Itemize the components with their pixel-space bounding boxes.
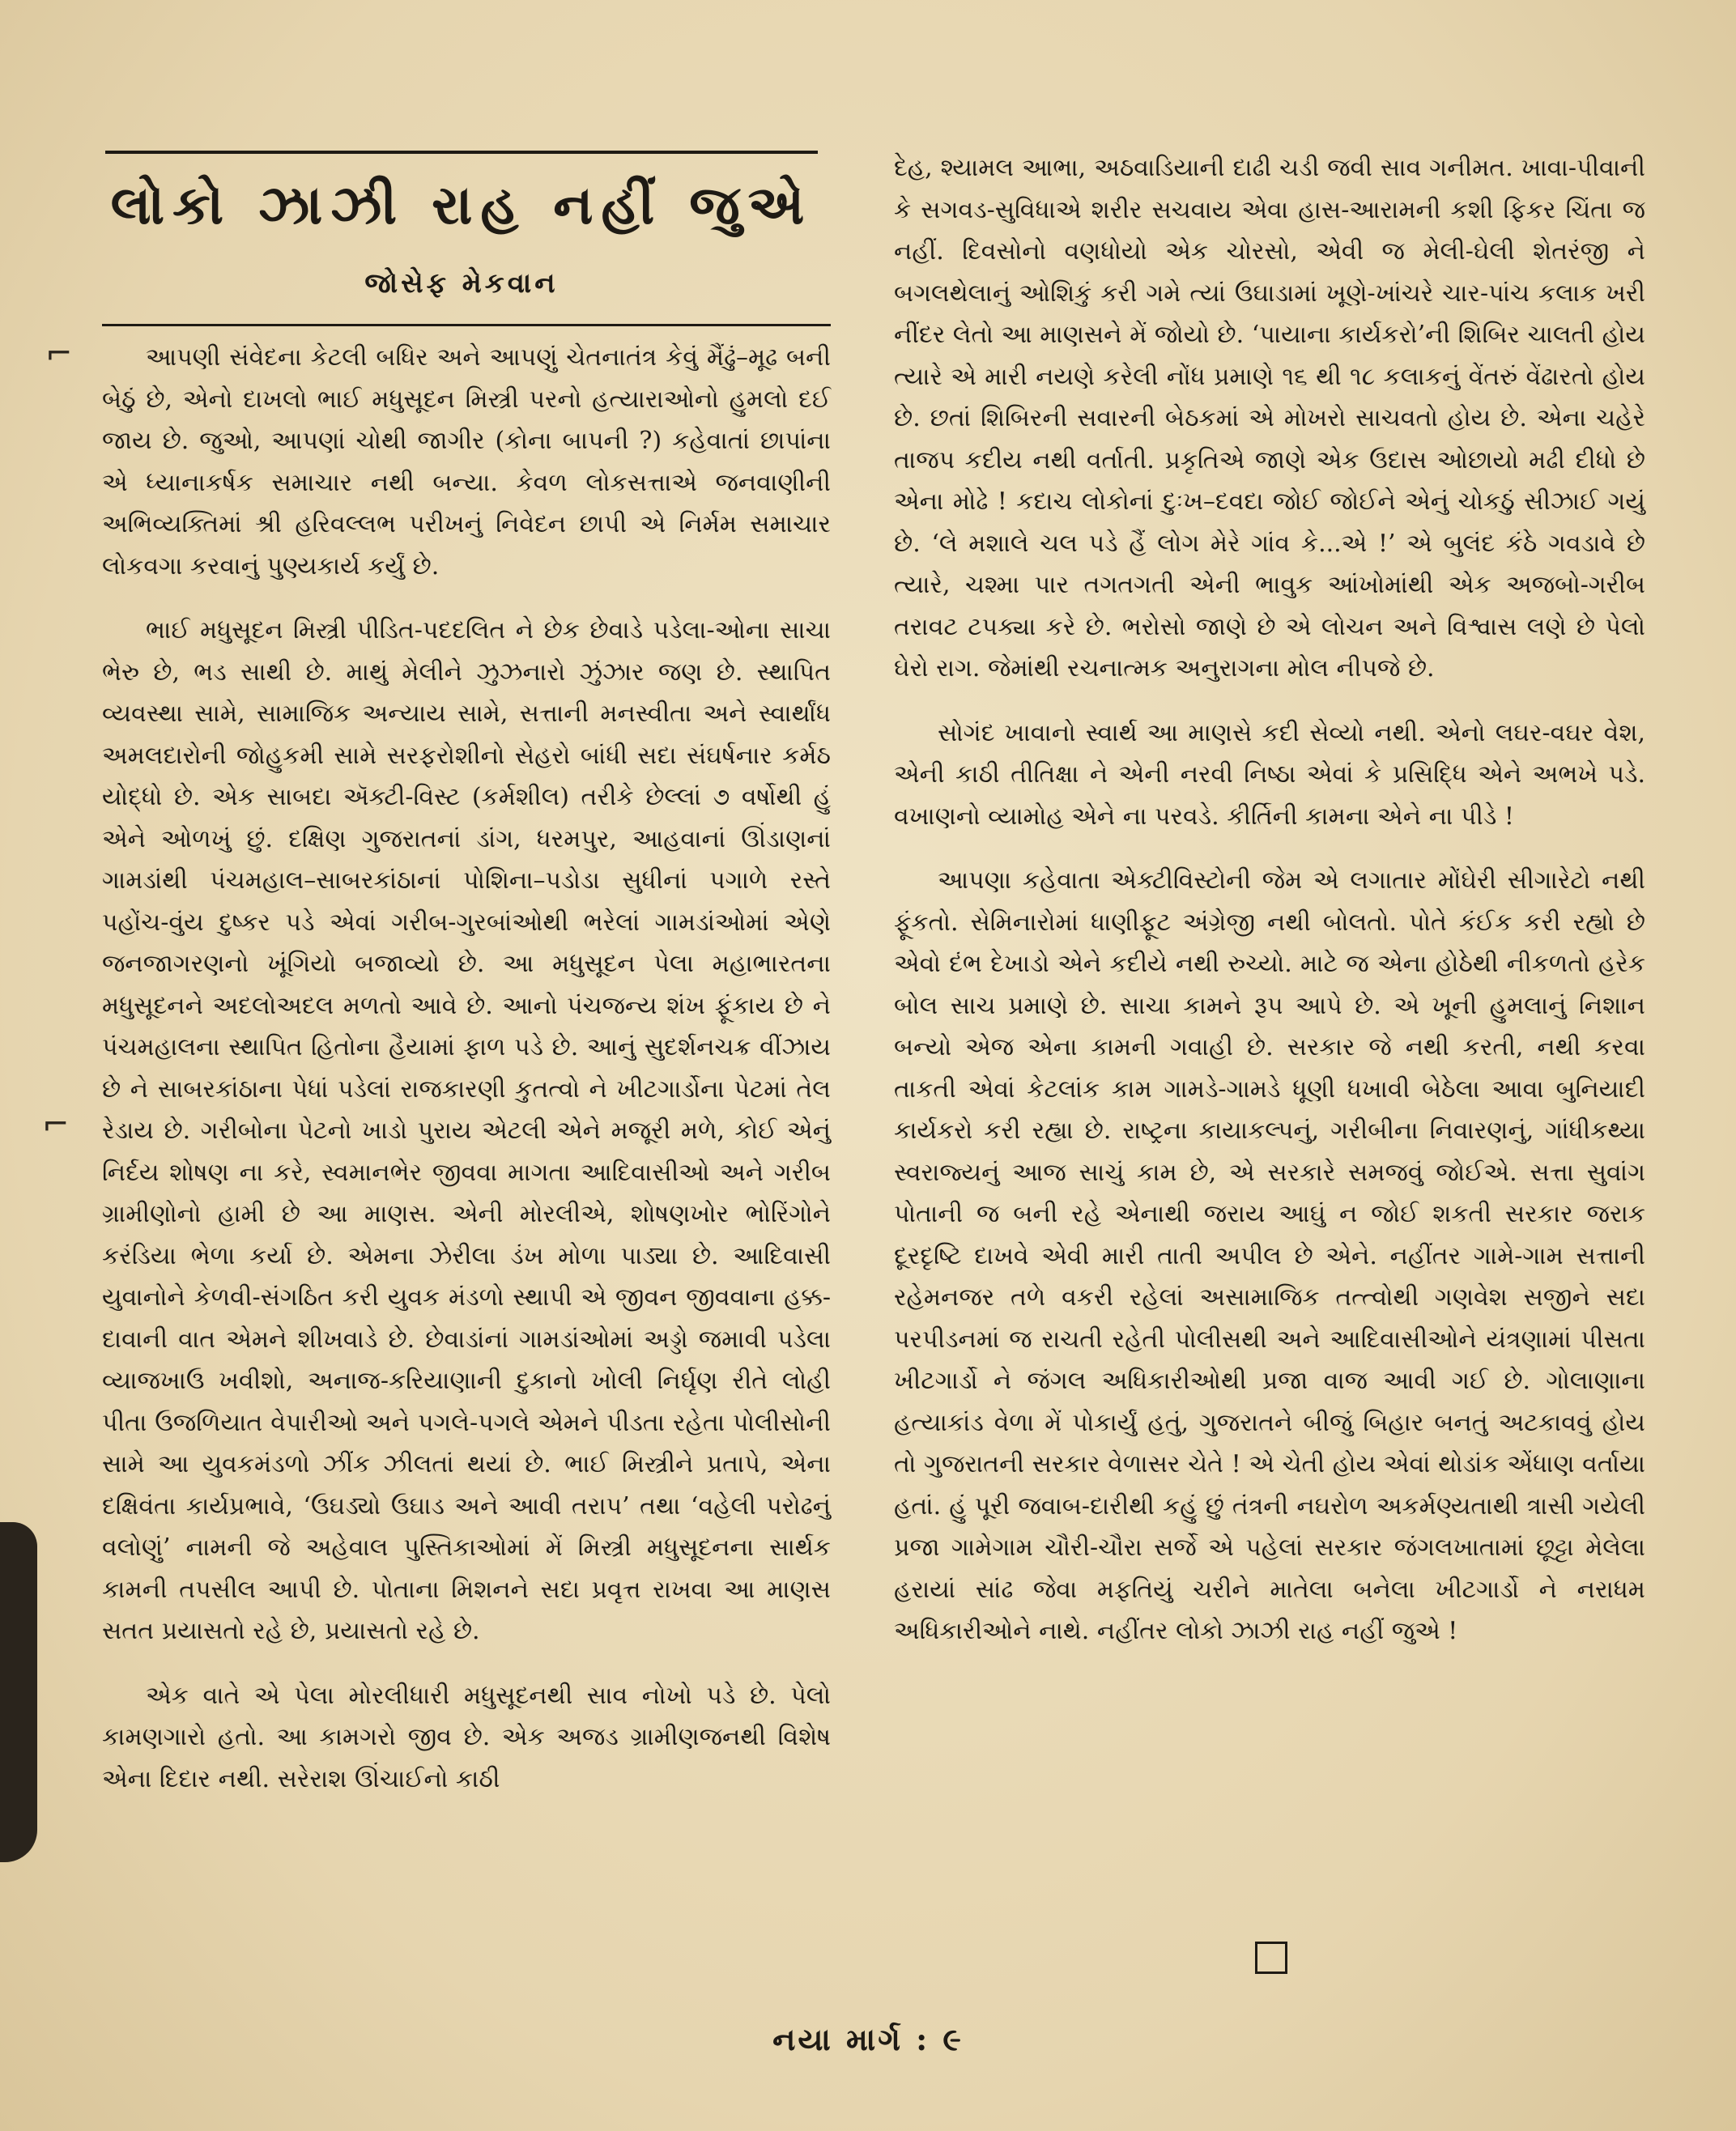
paragraph: ભાઈ મધુસૂદન મિસ્ત્રી પીડિત-પદદલિત ને છેક છેવાડે પડેલા-ઓના સાચા ભેરુ છે, ભડ સાથી છે. માથું મેલીને ઝુઝનારો ઝુંઝાર જણ છે. સ્થાપિત વ્યવસ્થા સામે, સામાજિક અન્યાય સામે, સત્તાની મનસ્વીતા અને સ્વાર્થાંધ અમલદારોની જોહુકમી સામે સરફરોશીનો સેહરો બાંધી સદા સંઘર્ષનાર કર્મઠ યોદ્ધો છે. એક સાબદા ઍક્ટી-વિસ્ટ (કર્મશીલ) તરીકે છેલ્લાં ૭ વર્ષોથી હું એને ઓળખું છું. દક્ષિણ ગુજરાતનાં ડાંગ, ધરમપુર, આહવાનાં ઊંડાણનાં ગામડાંથી પંચમહાલ–સાબરકાંઠાનાં પોશિના–પડોડા સુધીનાં પગાળે રસ્તે પહોંચ-વુંય દુષ્કર પડે એવાં ગરીબ-ગુરબાંઓથી ભરેલાં ગામડાંઓમાં એણે જનજાગરણનો ખૂંગિયો બજાવ્યો છે. આ મધુસૂદન પેલા મહાભારતના મધુસૂદનને અદલોઅદલ મળતો આવે છે. આનો પંચજન્ય શંખ ફૂંકાય છે ને પંચમહાલના સ્થાપિત હિતોના હૈયામાં ફાળ પડે છે. આનું સુદર્શનચક્ર વીંઝાય છે ને સાબરકાંઠાના પેધાં પડેલાં રાજકારણી કુતત્વો ને ખીટગાર્ડોના પેટમાં તેલ રેડાય છે. ગરીબોના પેટનો ખાડો પુરાય એટલી એને મજૂરી મળે, કોઈ એનું નિર્દય શોષણ ના કરે, સ્વમાનભેર જીવવા માગતા આદિવાસીઓ અને ગરીબ ગ્રામીણોનો હામી છે આ માણસ. એની મોરલીએ, શોષણખોર ભોરિંગોને કરંડિયા ભેળા કર્યા છે. એમના ઝેરીલા ડંખ મોળા પાડ્યા છે. આદિવાસી યુવાનોને કેળવી-સંગઠિત કરી યુવક મંડળો સ્થાપી એ જીવન જીવવાના હક્ક-દાવાની વાત એમને શીખવાડે છે. છેવાડાંનાં ગામડાંઓમાં અડ્ડો જમાવી પડેલા વ્યાજખાઉ ખવીશો, અનાજ-કરિયાણાની દુકાનો ખોલી નિર્ઘૃણ રીતે લોહી પીતા ઉજળિયાત વેપારીઓ અને પગલે-પગલે એમને પીડતા રહેતા પોલીસોની સામે આ યુવકમંડળો ઝીંક ઝીલતાં થયાં છે. ભાઈ મિસ્ત્રીને પ્રતાપે, એના દક્ષિવંતા કાર્યપ્રભાવે, ‘ઉઘડ્યો ઉઘાડ અને આવી તરાપ’ તથા ‘વહેલી પરોઢનું વલોણું’ નામની જે અહેવાલ પુસ્તિકાઓમાં મેં મિસ્ત્રી મધુસૂદનના સાર્થક કામની તપસીલ આપી છે. પોતાના મિશનને સદા પ્રવૃત્ત રાખવા આ માણસ સતત પ્રયાસતો રહે છે, પ્રયાસતો રહે છે. (102, 616, 831, 1645)
title-top-rule (105, 151, 818, 154)
right-column (894, 147, 1645, 1675)
page-footer: નયા માર્ગ : ૯ (772, 2021, 964, 2057)
paragraph: આપણા કહેવાતા એક્ટીવિસ્ટોની જેમ એ લગાતાર મોંઘેરી સીગારેટો નથી ફૂંકતો. સેમિનારોમાં ધાણીફૂટ અંગ્રેજી નથી બોલતો. પોતે કંઈક કરી રહ્યો છે એવો દંભ દેખાડો એને કદીયે નથી રુચ્યો. માટે જ એના હોઠેથી નીકળતો હરેક બોલ સાચ પ્રમાણે છે. સાચા કામને રૂપ આપે છે. એ ખૂની હુમલાનું નિશાન બન્યો એજ એના કામની ગવાહી છે. સરકાર જે નથી કરતી, નથી કરવા તાકતી એવાં કેટલાંક કામ ગામડે-ગામડે ધૂણી ધખાવી બેઠેલા આવા બુનિયાદી કાર્યકરો કરી રહ્યા છે. રાષ્ટ્રના કાયાકલ્પનું, ગરીબીના નિવારણનું, ગાંધીકથ્યા સ્વરાજ્યનું આજ સાચું કામ છે, એ સરકારે સમજવું જોઈએ. સત્તા સુવાંગ પોતાની જ બની રહે એનાથી જરાય આઘું ન જોઈ શકતી સરકાર જરાક દૂરદૃષ્ટિ દાખવે એવી મારી તાતી અપીલ છે એને. નહીંતર ગામે-ગામ સત્તાની રહેમનજર તળે વકરી રહેલાં અસામાજિક તત્ત્વોથી ગણવેશ સજીને સદા પરપીડનમાં જ રાચતી રહેતી પોલીસથી અને આદિવાસીઓને યંત્રણામાં પીસતા ખીટગાર્ડો ને જંગલ અધિકારીઓથી પ્રજા વાજ આવી ગઈ છે. ગોલાણાના હત્યાકાંડ વેળા મેં પોકાર્યું હતું, ગુજરાતને બીજું બિહાર બનતું અટકાવવું હોય તો ગુજરાતની સરકાર વેળાસર ચેતે ! એ ચેતી હોય એવાં થોડાંક એંધાણ વર્તાયા હતાં. હું પૂરી જવાબ-દારીથી કહું છું તંત્રની નઘરોળ અકર્મણ્યતાથી ત્રાસી ગયેલી પ્રજા ગામેગામ ચૌરી-ચૌરા સર્જે એ પહેલાં સરકાર જંગલખાતામાં છૂટ્ટા મેલેલા હરાયાં સાંઢ જેવા મફતિયું ચરીને માતેલા બનેલા ખીટગાર્ડો ને નરાધમ અધિકારીઓને નાથે. નહીંતર લોકો ઝાઝી રાહ નહીં જુએ ! (894, 866, 1645, 1645)
paragraph: સોગંદ ખાવાનો સ્વાર્થ આ માણસે કદી સેવ્યો નથી. એનો લઘર-વઘર વેશ, એની કાઠી તીતિક્ષા ને એની નરવી નિષ્ઠા એવાં કે પ્રસિદ્ધિ એને અભખે પડે. વખાણનો વ્યામોહ એને ના પરવડે. કીર્તિની કામના એને ના પીડે ! (894, 718, 1645, 831)
title-bottom-rule (102, 324, 831, 326)
article-author: જોસેફ મેકવાન (364, 267, 559, 300)
margin-mark: ⌐ (42, 1106, 70, 1143)
paragraph: એક વાતે એ પેલા મોરલીધારી મધુસૂદનથી સાવ નોખો પડે છે. પેલો કામણગારો હતો. આ કામગરો જીવ છે. એક અજડ ગ્રામીણજનથી વિશેષ એના દિદાર નથી. સરેરાશ ઊંચાઈનો કાઠી (102, 1681, 831, 1793)
page-damage-stain (0, 1522, 37, 1862)
paragraph: દેહ, શ્યામલ આભા, અઠવાડિયાની દાઢી ચડી જવી સાવ ગનીમત. ખાવા-પીવાની કે સગવડ-સુવિધાએ શરીર સચવાય એવા હાસ-આરામની કશી ફિકર ચિંતા જ નહીં. દિવસોનો વણધોયો એક ચોરસો, એવી જ મેલી-ઘેલી શેતરંજી ને બગલથેલાનું ઓશિકું કરી ગમે ત્યાં ઉઘાડામાં ખૂણે-ખાંચરે ચાર-પાંચ કલાક ખરી નીંદર લેતો આ માણસને મેં જોયો છે. ‘પાયાના કાર્યકરો’ની શિબિર ચાલતી હોય ત્યારે એ મારી નયણે કરેલી નોંધ પ્રમાણે ૧૬ થી ૧૮ કલાકનું વેંતરું વેંઢારતો હોય છે. છતાં શિબિરની સવારની બેઠકમાં એ મોખરો સાચવતો હોય છે. એના ચહેરે તાજપ કદીય નથી વર્તાતી. પ્રકૃતિએ જાણે એક ઉદાસ ઓછાયો મઢી દીધો છે એના મોઢે ! કદાચ લોકોનાં દુઃખ–દવદા જોઈ જોઈને એનું ચોકઠું સીઝાઈ ગયું છે. ‘લે મશાલે ચલ પડે હૈં લોગ મેરે ગાંવ કે...એ !’ એ બુલંદ કંઠે ગવડાવે છે ત્યારે, ચશ્મા પાર તગતગતી એની ભાવુક આંખોમાંથી એક અજબો-ગરીબ તરાવટ ટપક્યા કરે છે. ભરોસો જાણે છે એ લોચન અને વિશ્વાસ લણે છે પેલો ઘેરો રાગ. જેમાંથી રચનાત્મક અનુરાગના મોલ નીપજે છે. (894, 154, 1645, 683)
margin-mark: ⌐ (45, 335, 73, 372)
article-end-mark (1255, 1942, 1287, 1974)
paragraph: આપણી સંવેદના કેટલી બધિર અને આપણું ચેતનાતંત્ર કેવું મૈંઢું–મૂઢ બની બેઠું છે, એનો દાખલો ભાઈ મધુસૂદન મિસ્ત્રી પરનો હત્યારાઓનો હુમલો દઈ જાય છે. જુઓ, આપણાં ચોથી જાગીર (કોના બાપની ?) કહેવાતાં છાપાંના એ ધ્યાનાકર્ષક સમાચાર નથી બન્યા. કેવળ લોકસત્તાએ જનવાણીની અભિવ્યક્તિમાં શ્રી હરિવલ્લભ પરીખનું નિવેદન છાપી એ નિર્મમ સમાચાર લોકવગા કરવાનું પુણ્યકાર્ય કર્યું છે. (102, 343, 831, 581)
article-title: લોકો ઝાઝી રાહ નહીં જુએ (110, 173, 813, 236)
left-column (102, 337, 831, 1823)
